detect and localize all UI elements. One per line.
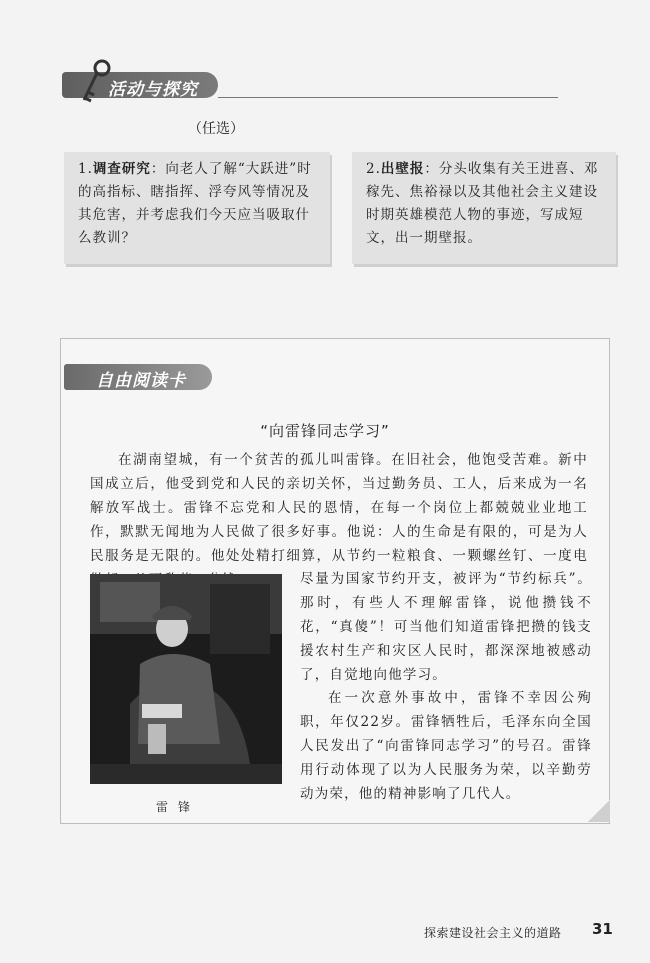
task-number: 1. xyxy=(78,161,93,177)
story-paragraph-1: 在湖南望城，有一个贫苦的孤儿叫雷锋。在旧社会，他饱受苦难。新中国成立后，他受到党和人民的亲切关怀，当过勤务员、工人，后来成为一名解放军战士。雷锋不忘党和人民的恩情，在每一个岗位上都兢兢业业地工作，默默无闻地为人民做了很多好事。他说：人的生命是有限的，可是为人民服务是无限的。他处处精打细算，从节约一粒粮食、一颗螺丝钉、一度电 xyxy=(90,452,588,564)
chapter-title: 探索建设社会主义的道路 xyxy=(424,926,562,940)
reading-card-title: 自由阅读卡 xyxy=(96,371,186,391)
task-label: 调查研究 xyxy=(92,161,151,177)
lei-feng-photo xyxy=(90,574,282,784)
task-label: 出壁报 xyxy=(380,161,425,177)
divider xyxy=(218,97,558,98)
photo-caption: 雷锋 xyxy=(156,800,201,814)
task-card-survey xyxy=(64,152,330,264)
page-number: 31 xyxy=(592,920,613,938)
task-text: ：向老人了解“大跃进”时的高指标、瞎指挥、浮夸风等情况及其危害，并考虑我们今天应当吸取什么教训？ xyxy=(78,161,312,246)
task-number: 2. xyxy=(366,161,381,177)
story-paragraph-2: 尽量为国家节约开支，被评为“节约标兵”。那时，有些人不理解雷锋，说他攒钱不花，“真傻”！可当他们知道雷锋把攒的钱支援农村生产和灾区人民时，都深深地被感动了，自觉地向他学习。 xyxy=(300,571,592,683)
story-title: “向雷锋同志学习” xyxy=(260,422,390,440)
story-paragraph-3: 在一次意外事故中，雷锋不幸因公殉职，年仅22岁。雷锋牺牲后，毛泽东向全国人民发出了“向雷锋同志学习”的号召。雷锋用行动体现了以为人民服务为荣，以辛勤劳动为荣，他的精神影响了几代人。 xyxy=(300,690,592,802)
task-text: ：分头收集有关王进喜、邓稼先、焦裕禄以及其他社会主义建设时期英雄模范人物的事迹，写成短文，出一期壁报。 xyxy=(366,161,599,246)
task-card-wall-newspaper xyxy=(352,152,616,264)
activity-title: 活动与探究 xyxy=(108,80,198,100)
optional-label: （任选） xyxy=(188,121,244,137)
